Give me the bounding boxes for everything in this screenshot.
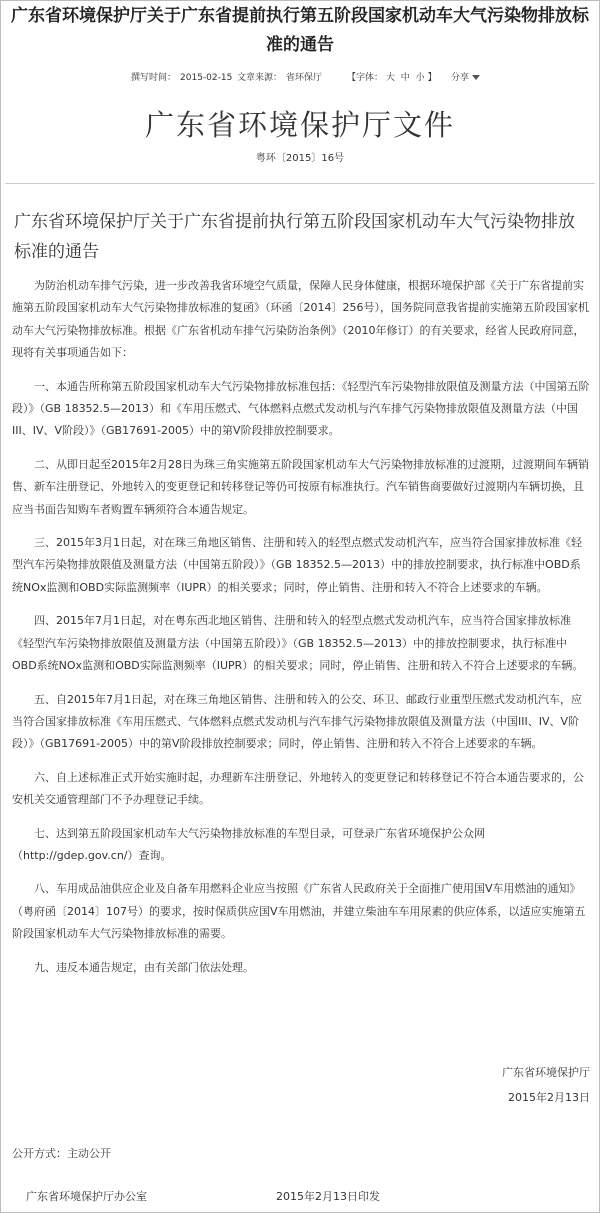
paragraph: 为防治机动车排气污染，进一步改善我省环境空气质量，保障人民身体健康，根据环境保护部《关于广东省提前实施第五阶段国家机动车大气污染物排放标准的复函》（环函〔2014〕256号），国务院同意我省提前实施第五阶段国家机动车大气污染物排放标准。根据《广东省机动车排气污染防治条例》（2010年修订）的有关要求，经省人民政府同意，现将有关事项通告如下：	[12, 279, 589, 360]
paragraph: 七、达到第五阶段国家机动车大气污染物排放标准的车型目录，可登录广东省环境保护公众网（http://gdep.gov.cn/）查询。	[12, 826, 485, 862]
paragraph: 六、自上述标准正式开始实施时起，办理新车注册登记、外地转入的变更登记和转移登记不符合本通告要求的，公安机关交通管理部门不予办理登记手续。	[12, 770, 584, 807]
share-button[interactable]	[451, 70, 480, 83]
font-size-close: 】	[427, 73, 437, 83]
notice-title: 广东省环境保护厅关于广东省提前执行第五阶段国家机动车大气污染物排放标准的通告	[14, 212, 575, 262]
font-medium-link[interactable]: 中	[400, 73, 410, 83]
meta-source-value: 省环保厅	[286, 73, 323, 83]
font-size-switcher	[347, 70, 437, 83]
font-large-link[interactable]: 大	[385, 73, 395, 83]
paragraph: 八、车用成品油供应企业及自备车用燃料企业应当按照《广东省人民政府关于全面推广使用国V车用燃油的通知》（粤府函〔2014〕107号）的要求，按时保质供应国V车用燃油，并建立柴油车车用尿素的供应体系，以适应实施第五阶段国家机动车大气污染物排放标准的需要。	[12, 882, 586, 941]
meta-date-value: 2015-02-15	[180, 73, 233, 83]
paragraph: 一、本通告所称第五阶段国家机动车大气污染物排放标准包括：《轻型汽车污染物排放限值及测量方法（中国第五阶段）》（GB 18352.5—2013）和《车用压燃式、气体燃料点燃式发动机与汽车排气污染物排放限值及测量方法（中国III、IV、V阶段）》（GB17691-2005）中的第V阶段排放控制要求。	[12, 379, 590, 438]
signature-date: 2015年2月13日	[508, 1091, 590, 1104]
paragraph: 五、自2015年7月1日起，对在珠三角地区销售、注册和转入的公交、环卫、邮政行业重型压燃式发动机汽车，应当符合国家排放标准《车用压燃式、气体燃料点燃式发动机与汽车排气污染物排放限值及测量方法（中国III、IV、V阶段）》（GB17691-2005）中的第V阶段排放控制要求；同时，停止销售、注册和转入不符合上述要求的车辆。	[12, 692, 582, 751]
paragraph: 三、2015年3月1日起，对在珠三角地区销售、注册和转入的轻型点燃式发动机汽车，应当符合国家排放标准《轻型汽车污染物排放限值及测量方法（中国第五阶段）》（GB 18352.5—2013）中的排放控制要求，执行标准中OBD系统NOx监测和OBD实际监测频率（IUPR）的相关要求；同时，停止销售、注册和转入不符合上述要求的车辆。	[12, 536, 582, 594]
paragraph: 九、违反本通告规定，由有关部门依法处理。	[34, 960, 254, 974]
notice-body	[12, 275, 590, 990]
document-issuer-heading: 广东省环境保护厅文件	[144, 108, 455, 142]
article-title: 广东省环境保护厅关于广东省提前执行第五阶段国家机动车大气污染物排放标准的通告	[11, 6, 589, 55]
document-number: 粤环〔2015〕16号	[255, 153, 345, 164]
font-size-label: 【字体：	[347, 73, 384, 83]
meta-source	[237, 70, 322, 83]
paragraph: 二、从即日起至2015年2月28日为珠三角实施第五阶段国家机动车大气污染物排放标准的过渡期，过渡期间车辆销售、新车注册登记、外地转入的变更登记和转移登记等仍可按原有标准执行。汽车销售商要做好过渡期内车辆切换，且应当书面告知购车者购置车辆须符合本通告规定。	[12, 457, 589, 516]
meta-source-label: 文章来源：	[237, 73, 283, 83]
disclosure-method: 公开方式：主动公开	[12, 1147, 111, 1160]
footer-office: 广东省环境保护厅办公室	[26, 1190, 147, 1203]
share-label: 分享	[451, 73, 470, 83]
footer-print-date: 2015年2月13日印发	[276, 1190, 380, 1203]
meta-date	[131, 70, 232, 83]
font-small-link[interactable]: 小	[415, 73, 425, 83]
paragraph: 四、2015年7月1日起，对在粤东西北地区销售、注册和转入的轻型点燃式发动机汽车，应当符合国家排放标准《轻型汽车污染物排放限值及测量方法（中国第五阶段）》（GB 18352.5—2013）中的排放控制要求，执行标准中OBD系统NOx监测和OBD实际监测频率（IUPR）的相关要求；同时，停止销售、注册和转入不符合上述要求的车辆。	[12, 614, 584, 673]
signature-issuer: 广东省环境保护厅	[502, 1066, 590, 1079]
chevron-down-icon	[472, 75, 480, 80]
meta-date-label: 撰写时间：	[131, 73, 177, 83]
divider	[5, 183, 595, 184]
